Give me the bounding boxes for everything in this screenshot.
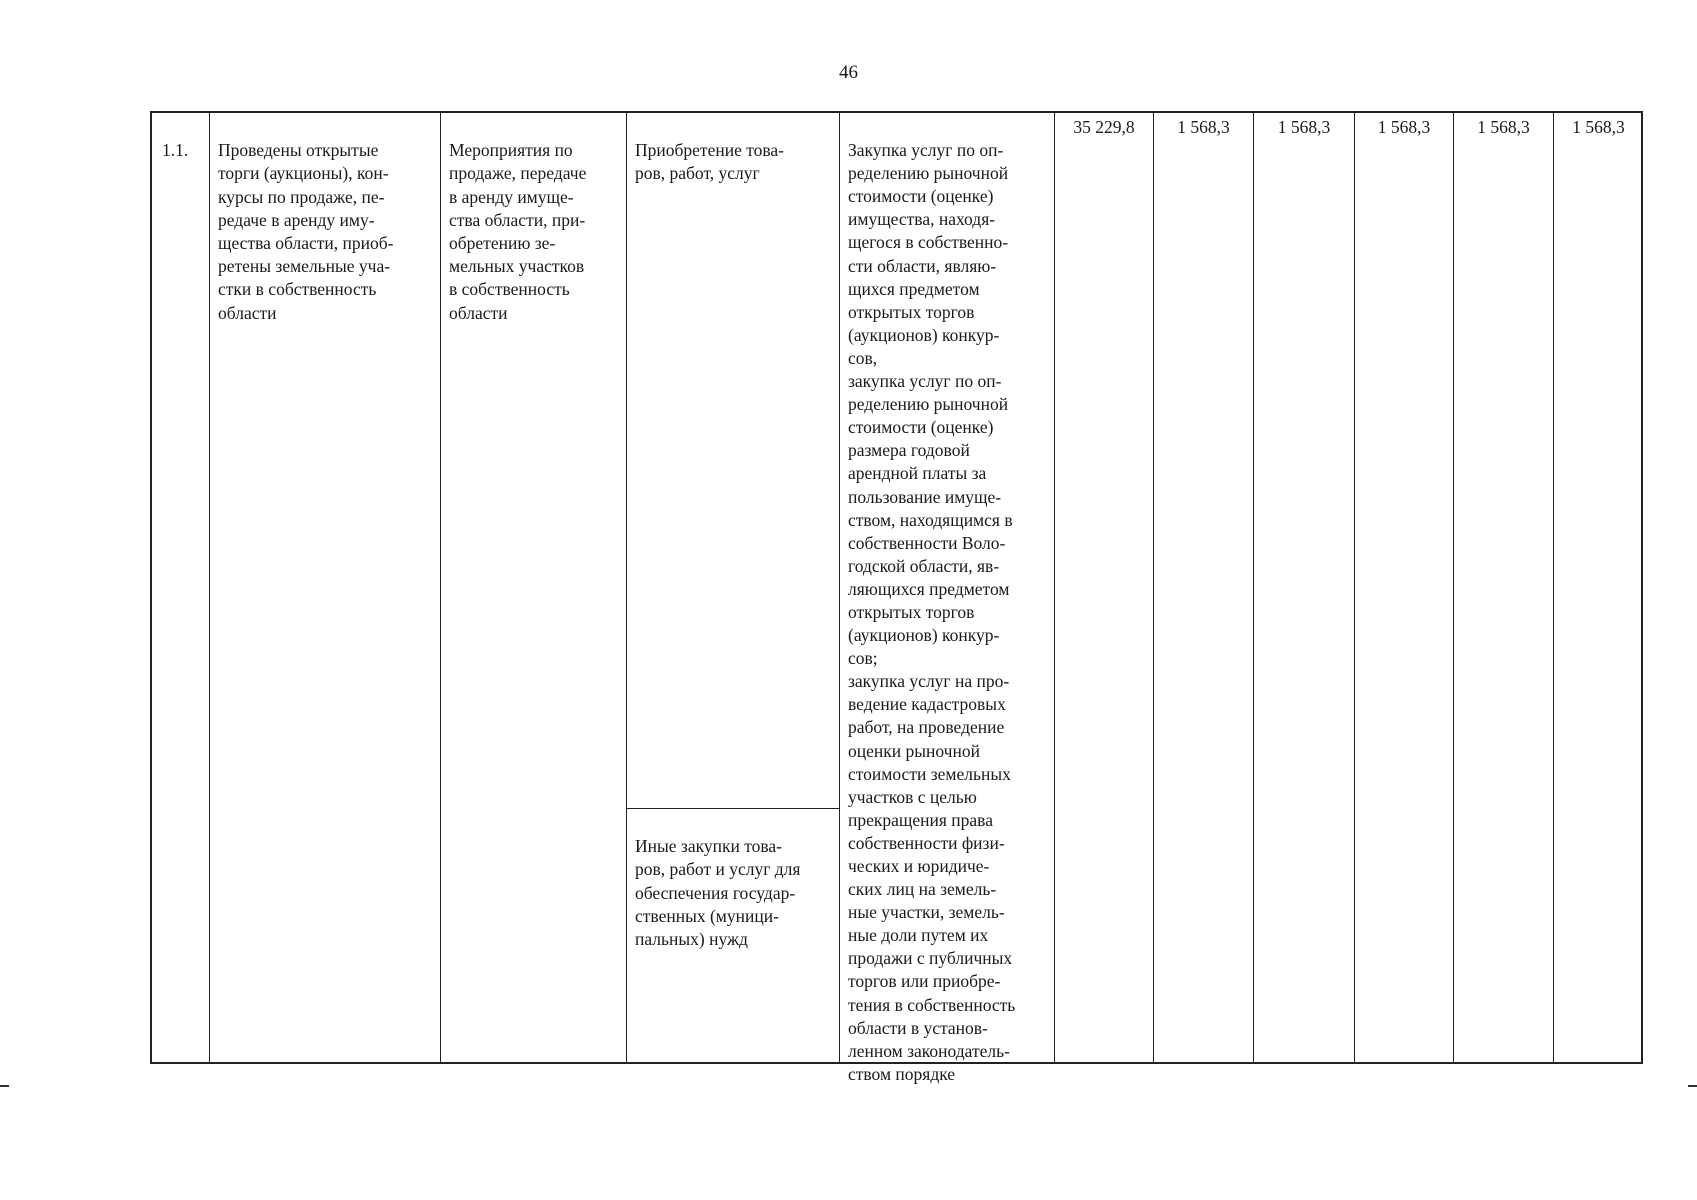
amount-value: 1 568,3 — [1477, 117, 1530, 137]
result-text: Проведены открытые торги (аукционы), кон- курсы по продаже, пе- редаче в аренду иму- щества области, приоб- ретены земельные уча- стки в собственность области — [218, 140, 394, 323]
purchase-type-bottom — [627, 809, 839, 1062]
amount-cell-5 — [1454, 113, 1554, 1062]
amount-cell-6 — [1554, 113, 1643, 1062]
amount-cell-2 — [1154, 113, 1254, 1062]
purchase-type-2-text: Иные закупки това- ров, работ и услуг для обеспечения государ- ственных (муници- пальных) нужд — [635, 836, 801, 950]
amount-cell-3 — [1254, 113, 1355, 1062]
purchase-type-1-text: Приобретение това- ров, работ, услуг — [635, 140, 785, 184]
purchase-type-cell — [627, 113, 840, 1062]
budget-table — [150, 111, 1643, 1084]
description-cell — [840, 113, 1055, 1084]
activity-cell — [441, 113, 627, 1062]
activity-text: Мероприятия по продаже, передаче в аренду имуще- ства области, при- обретению зе- мельных участков в собственность области — [449, 140, 587, 323]
amount-cell-4 — [1355, 113, 1454, 1062]
row-index: 1.1. — [162, 140, 189, 161]
scan-edge-mark-left — [0, 1085, 9, 1087]
result-cell — [210, 113, 441, 1062]
amount-value: 1 568,3 — [1177, 117, 1230, 137]
row-index-cell — [152, 113, 210, 1062]
page-number: 46 — [839, 62, 858, 83]
amount-value: 1 568,3 — [1572, 117, 1625, 137]
amount-cell-1 — [1055, 113, 1154, 1062]
amount-value: 1 568,3 — [1277, 117, 1331, 137]
scan-edge-mark-right — [1688, 1085, 1697, 1087]
purchase-type-top — [627, 113, 839, 809]
amount-value: 1 568,3 — [1377, 117, 1431, 137]
amount-value: 35 229,8 — [1073, 117, 1135, 137]
description-text: Закупка услуг по оп- ределению рыночной стоимости (оценке) имущества, находя- щегося в собственно- сти области, являю- щихся предметом открытых торгов (аукционов) конкур- сов, закупка услуг по оп- ределению рыночной стоимости (оценке) размера годовой арендной платы за пользование имуще- ством, находящимся в собственности Воло- годской области, яв- ляющихся предметом открытых торгов (аукционов) конкур- сов; закупка услуг на про- ведение кадастровых работ, на проведение оценки рыночной стоимости земельных участков с целью прекращения права собственности физи- ческих и юридиче- ских лиц на земель- ные участки, земель- ные доли путем их продажи с публичных торгов или приобре- тения в собственность области в установ- ленном законодатель- ством порядке — [848, 140, 1016, 1084]
